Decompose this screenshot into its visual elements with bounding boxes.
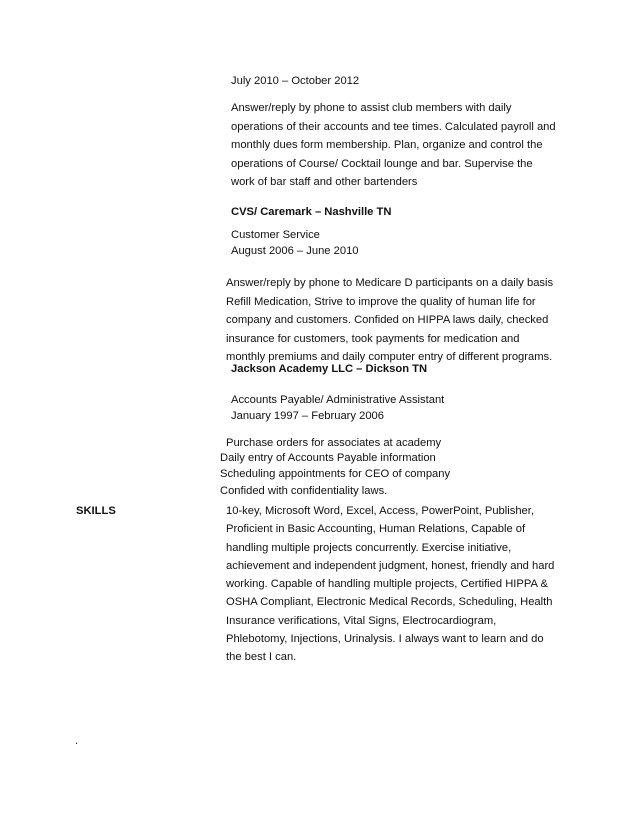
- job2-desc-line: Refill Medication, Strive to improve the quality of human life for: [226, 295, 536, 308]
- skills-line: handling multiple projects concurrently. Exercise initiative,: [226, 541, 512, 554]
- skills-heading: SKILLS: [76, 505, 116, 517]
- skills-line: working. Capable of handling multiple projects, Certified HIPPA &: [226, 578, 548, 591]
- job2-description: [226, 274, 553, 367]
- job3-description: [220, 450, 450, 499]
- job3-dates: January 1997 – February 2006: [231, 410, 384, 422]
- skills-line: Proficient in Basic Accounting, Human Relations, Capable of: [226, 523, 526, 536]
- skills-line: Phlebotomy, Injections, Urinalysis. I always want to learn and do: [226, 633, 544, 646]
- job3-desc-line: Daily entry of Accounts Payable information: [220, 452, 436, 464]
- job3-title: Accounts Payable/ Administrative Assistant: [231, 394, 445, 406]
- job2-desc-line: monthly premiums and daily computer entry of different programs.: [226, 351, 553, 364]
- skills-line: OSHA Compliant, Electronic Medical Records, Scheduling, Health: [226, 596, 553, 609]
- job1-desc-line: work of bar staff and other bartenders: [231, 176, 418, 189]
- job2-desc-line: insurance for customers, took payments for medication and: [226, 332, 520, 345]
- job3-desc-line: Scheduling appointments for CEO of company: [220, 468, 451, 481]
- skills-line: the best I can.: [226, 651, 297, 664]
- job1-desc-line: monthly dues form membership. Plan, organize and control the: [231, 139, 543, 152]
- job2-desc-line: Answer/reply by phone to Medicare D participants on a daily basis: [226, 277, 554, 289]
- job3-employer: Jackson Academy LLC – Dickson TN: [231, 363, 428, 375]
- footer-mark: .: [75, 735, 79, 747]
- job2-dates: August 2006 – June 2010: [231, 245, 359, 257]
- job2-title: Customer Service: [231, 229, 320, 241]
- skills-line: achievement and independent judgment, honest, friendly and hard: [226, 559, 555, 572]
- job3-desc-line: Confided with confidentiality laws.: [220, 484, 388, 497]
- job1-dates: July 2010 – October 2012: [231, 75, 360, 87]
- skills-line: 10-key, Microsoft Word, Excel, Access, PowerPoint, Publisher,: [226, 505, 534, 517]
- skills-list: [226, 502, 554, 667]
- skills-line: Insurance verifications, Vital Signs, Electrocardiogram,: [226, 614, 497, 627]
- job1-desc-line: operations of their accounts and tee times. Calculated payroll and: [231, 120, 556, 133]
- job2-employer: CVS/ Caremark – Nashville TN: [231, 206, 392, 218]
- job1-desc-line: operations of Course/ Cocktail lounge and bar. Supervise the: [231, 157, 533, 170]
- job3-description-first: Purchase orders for associates at academy: [226, 437, 442, 449]
- job1-description: [231, 99, 563, 192]
- job1-desc-line: Answer/reply by phone to assist club members with daily: [231, 102, 512, 114]
- job2-desc-line: company and customers. Confided on HIPPA laws daily, checked: [226, 314, 549, 327]
